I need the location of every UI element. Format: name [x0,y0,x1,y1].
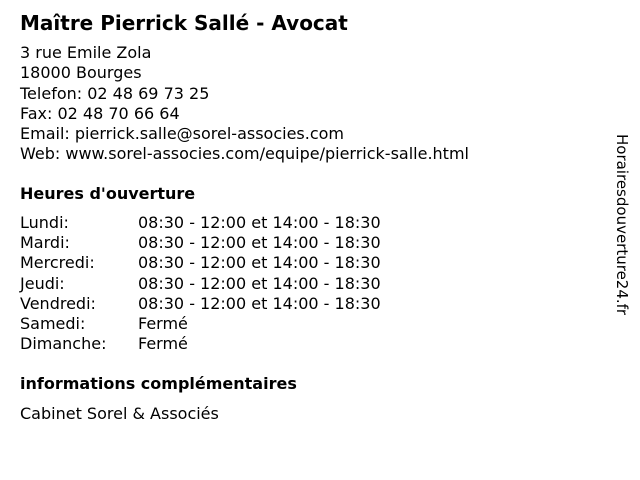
additional-info-heading: informations complémentaires [20,374,297,393]
email-address: Email: pierrick.salle@sorel-associes.com [20,124,345,144]
hours-row-wednesday [20,253,440,273]
day-label: Vendredi: [20,293,96,313]
page-title: Maître Pierrick Sallé - Avocat [20,11,348,35]
website-address: Web: www.sorel-associes.com/equipe/pierrick-salle.html [20,144,469,164]
hours-value: 08:30 - 12:00 et 14:00 - 18:30 [138,213,381,232]
hours-value: Fermé [138,313,188,333]
city-address: 18000 Bourges [20,63,142,83]
day-label: Dimanche: [20,334,107,354]
day-label: Lundi: [20,213,69,232]
hours-row-tuesday [20,233,440,253]
day-label: Jeudi: [20,273,65,293]
hours-value: 08:30 - 12:00 et 14:00 - 18:30 [138,293,381,313]
hours-row-saturday [20,314,440,334]
day-label: Samedi: [20,313,86,333]
hours-row-friday [20,294,440,314]
street-address: 3 rue Emile Zola [20,43,152,62]
hours-row-thursday [20,274,440,294]
phone-number: Telefon: 02 48 69 73 25 [20,83,210,103]
hours-value: 08:30 - 12:00 et 14:00 - 18:30 [138,253,381,273]
fax-number: Fax: 02 48 70 66 64 [20,103,180,123]
day-label: Mercredi: [20,253,95,273]
hours-row-sunday [20,334,440,354]
day-label: Mardi: [20,233,70,253]
additional-info-text: Cabinet Sorel & Associés [20,404,219,423]
hours-value: Fermé [138,334,188,354]
hours-row-monday [20,213,440,233]
contact-info [20,43,469,165]
hours-value: 08:30 - 12:00 et 14:00 - 18:30 [138,233,381,253]
hours-value: 08:30 - 12:00 et 14:00 - 18:30 [138,273,381,293]
opening-hours-list [20,213,440,354]
site-watermark: Horairesdouverture24.fr [613,134,631,316]
opening-hours-heading: Heures d'ouverture [20,184,196,203]
